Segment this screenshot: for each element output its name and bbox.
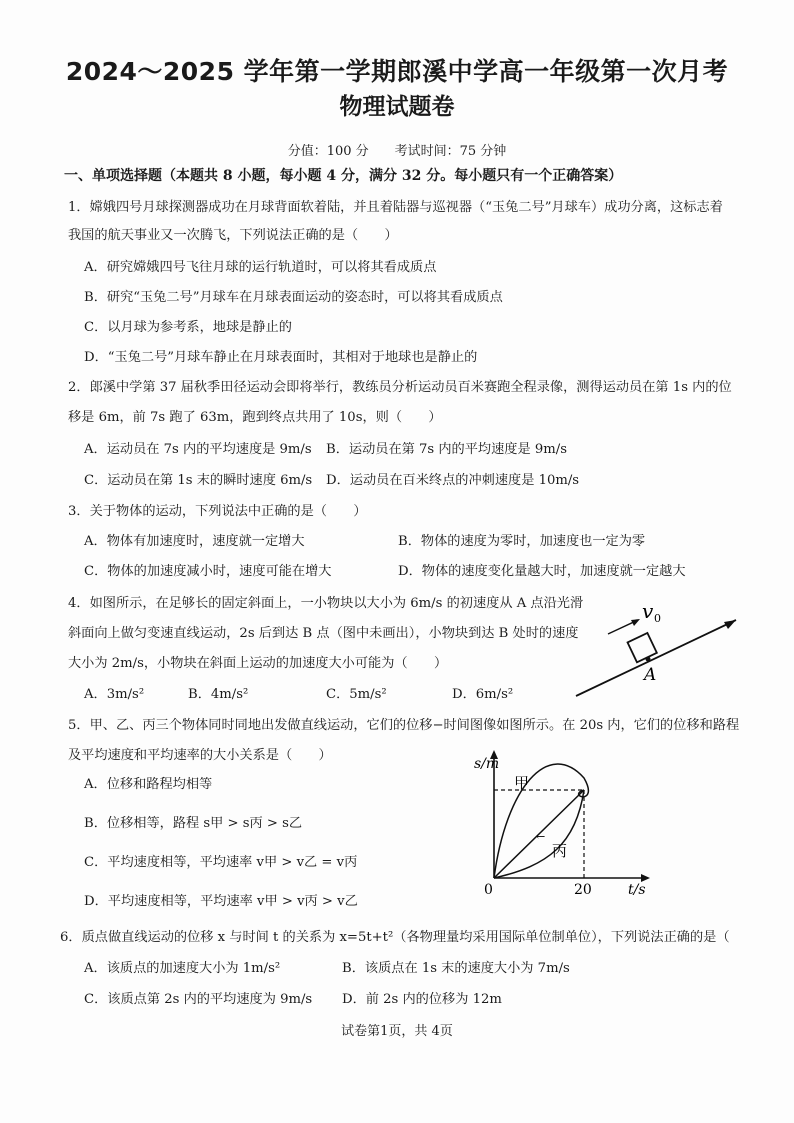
y-axis-label: s/m [474, 756, 500, 772]
q4-stem-line1: 4．如图所示，在足够长的固定斜面上，一小物块以大小为 6m/s 的初速度从 A 点沿光滑 [68, 596, 584, 611]
q5-option-c: C．平均速度相等，平均速率 v甲 > v乙 = v丙 [84, 855, 358, 870]
q3-option-a: A．物体有加速度时，速度就一定增大 [84, 534, 305, 549]
q2-stem-line2: 移是 6m，前 7s 跑了 63m，跑到终点共用了 10s，则（ ） [68, 410, 442, 425]
q2-option-d: D．运动员在百米终点的冲刺速度是 10m/s [326, 473, 580, 488]
q2-stem-line1: 2．郎溪中学第 37 届秋季田径运动会即将举行，教练员分析运动员百米赛跑全程录像，测得运动员在第 1s 内的位 [68, 380, 732, 395]
bing-label: 丙 [552, 842, 568, 860]
q3-option-b: B．物体的速度为零时，加速度也一定为零 [398, 534, 646, 549]
velocity-subscript: 0 [654, 612, 661, 625]
q1-stem-line1: 1．嫦娥四号月球探测器成功在月球背面软着陆，并且着陆器与巡视器（“玉兔二号”月球车）成功分离，这标志着 [68, 200, 723, 215]
q2-option-a: A．运动员在 7s 内的平均速度是 9m/s [84, 442, 312, 457]
q5-option-d: D．平均速度相等，平均速率 v甲 > v丙 > v乙 [84, 894, 358, 909]
q6-option-a: A．该质点的加速度大小为 1m/s² [84, 961, 281, 976]
q2-option-b: B．运动员在第 7s 内的平均速度是 9m/s [326, 442, 567, 457]
origin-label: 0 [484, 882, 493, 898]
velocity-arrowhead [631, 619, 640, 626]
velocity-label: v [642, 599, 654, 623]
q5-option-a: A．位移和路程均相等 [84, 777, 213, 792]
q2-option-c: C．运动员在第 1s 末的瞬时速度 6m/s [84, 473, 313, 488]
q4-option-d: D．6m/s² [452, 687, 514, 702]
exam-subtitle: 物理试题卷 [339, 94, 455, 120]
q1-option-d: D．“玉兔二号”月球车静止在月球表面时，其相对于地球也是静止的 [84, 350, 478, 365]
section-heading: 一、单项选择题（本题共 8 小题，每小题 4 分，满分 32 分。每小题只有一个正确答案） [64, 168, 623, 184]
q1-option-c: C．以月球为参考系，地球是静止的 [84, 320, 292, 335]
exam-title: 2024～2025 学年第一学期郎溪中学高一年级第一次月考 [65, 57, 729, 86]
q6-stem: 6．质点做直线运动的位移 x 与时间 t 的关系为 x=5t+t²（各物理量均采用国际单位制单位），下列说法正确的是（ [60, 930, 730, 945]
q6-option-c: C．该质点第 2s 内的平均速度为 9m/s [84, 992, 313, 1007]
x-axis-label: t/s [628, 882, 646, 898]
x-axis-arrow [641, 874, 650, 882]
exam-meta: 分值：100 分 考试时间：75 分钟 [287, 144, 507, 159]
q5-stem-line1: 5．甲、乙、丙三个物体同时同地出发做直线运动，它们的位移−时间图像如图所示。在 20s 内，它们的位移和路程 [68, 718, 740, 733]
q4-option-a: A．3m/s² [84, 687, 145, 702]
q3-option-c: C．物体的加速度减小时，速度可能在增大 [84, 564, 332, 579]
q4-stem-line2: 斜面向上做匀变速直线运动，2s 后到达 B 点（图中未画出），小物块到达 B 处时的速度 [68, 626, 579, 641]
page-footer: 试卷第1页，共 4页 [341, 1024, 453, 1039]
t20-label: 20 [574, 882, 592, 898]
q5-option-b: B．位移相等，路程 s甲 > s丙 > s乙 [84, 816, 303, 831]
q1-option-a: A．研究嫦娥四号飞往月球的运行轨道时，可以将其看成质点 [84, 260, 437, 275]
q4-option-b: B．4m/s² [188, 687, 249, 702]
jia-label: 甲 [514, 774, 530, 792]
st-graph [474, 748, 658, 898]
incline-figure [568, 588, 748, 708]
point-a-label: A [644, 665, 657, 685]
q6-option-d: D．前 2s 内的位移为 12m [342, 992, 502, 1007]
q6-option-b: B．该质点在 1s 末的速度大小为 7m/s [342, 961, 570, 976]
q4-option-c: C．5m/s² [326, 687, 387, 702]
point-a-dot [646, 657, 651, 662]
block [628, 633, 657, 662]
q5-stem-line2: 及平均速度和平均速率的大小关系是（ ） [68, 748, 332, 763]
yi-marker: ← [536, 830, 546, 843]
q1-stem-line2: 我国的航天事业又一次腾飞，下列说法正确的是（ ） [68, 228, 398, 243]
q1-option-b: B．研究“玉兔二号”月球车在月球表面运动的姿态时，可以将其看成质点 [84, 290, 503, 305]
q3-option-d: D．物体的速度变化量越大时，加速度就一定越大 [398, 564, 686, 579]
q4-stem-line3: 大小为 2m/s，小物块在斜面上运动的加速度大小可能为（ ） [68, 656, 448, 671]
q3-stem: 3．关于物体的运动，下列说法中正确的是（ ） [68, 504, 367, 519]
incline-arrowhead [724, 620, 736, 629]
